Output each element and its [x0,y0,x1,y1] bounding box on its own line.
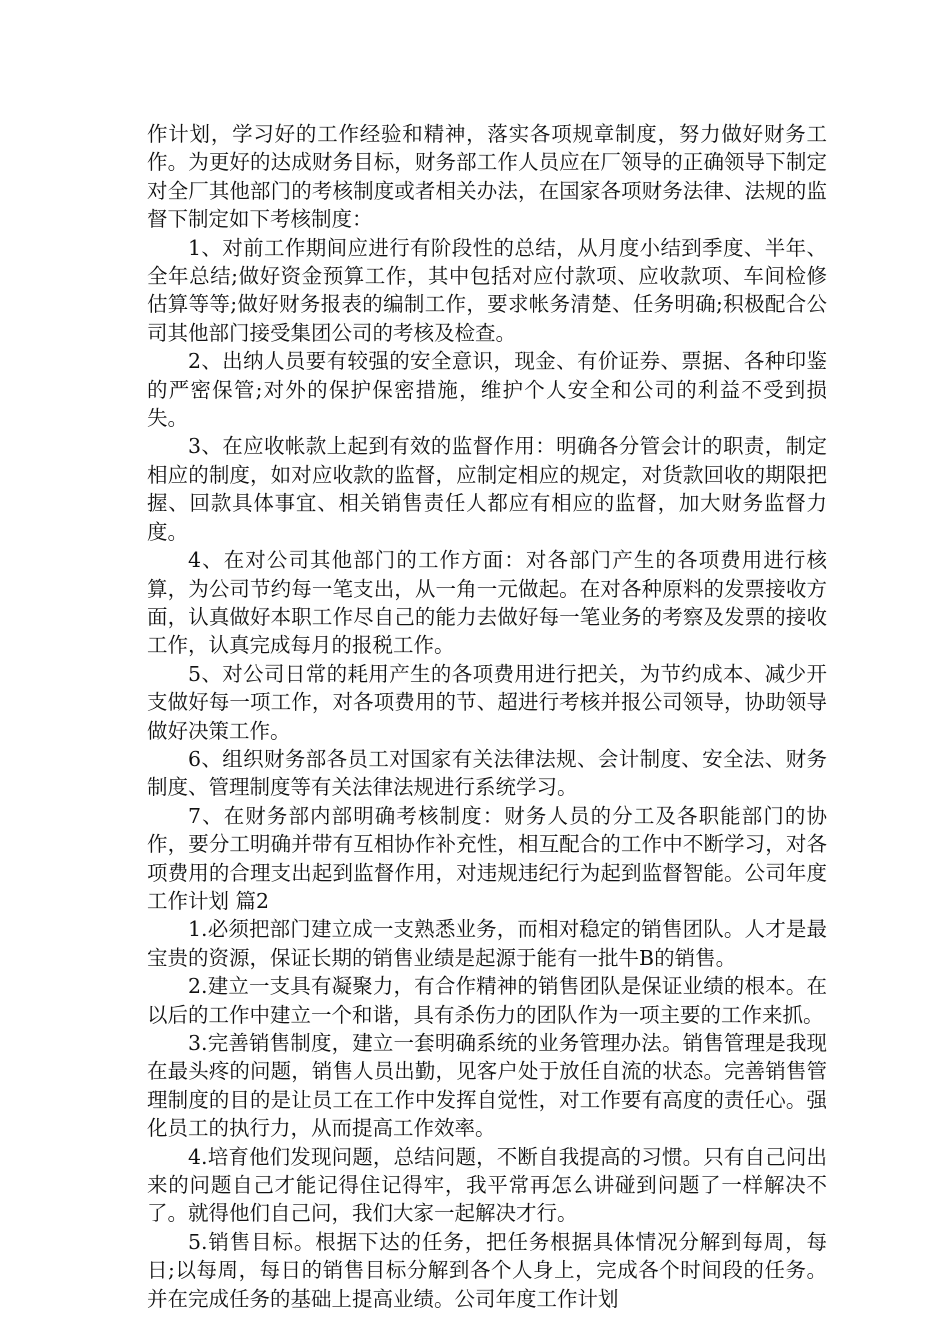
paragraph-intro: 作计划，学习好的工作经验和精神，落实各项规章制度，努力做好财务工作。为更好的达成财务目标，财务部工作人员应在厂领导的正确领导下制定对全厂其他部门的考核制度或者相关办法，在国家各项财务法律、法规的监督下制定如下考核制度： [147,122,827,232]
paragraph-item-2: 2、出纳人员要有较强的安全意识，现金、有价证券、票据、各种印鉴的严密保管;对外的保护保密措施，维护个人安全和公司的利益不受到损失。 [147,349,827,431]
paragraph-item-1: 1、对前工作期间应进行有阶段性的总结，从月度小结到季度、半年、全年总结;做好资金预算工作，其中包括对应付款项、应收款项、车间检修估算等等;做好财务报表的编制工作，要求帐务清楚、任务明确;积极配合公司其他部门接受集团公司的考核及检查。 [147,235,827,345]
paragraph-sales-2: 2.建立一支具有凝聚力，有合作精神的销售团队是保证业绩的根本。在以后的工作中建立一个和谐，具有杀伤力的团队作为一项主要的工作来抓。 [147,974,827,1027]
paragraph-item-4: 4、在对公司其他部门的工作方面：对各部门产生的各项费用进行核算，为公司节约每一笔支出，从一角一元做起。在对各种原料的发票接收方面，认真做好本职工作尽自己的能力去做好每一笔业务的考察及发票的接收工作，认真完成每月的报税工作。 [147,548,827,658]
paragraph-item-6: 6、组织财务部各员工对国家有关法律法规、会计制度、安全法、财务制度、管理制度等有关法律法规进行系统学习。 [147,746,827,800]
paragraph-sales-3: 3.完善销售制度，建立一套明确系统的业务管理办法。销售管理是我现在最头疼的问题，销售人员出勤，见客户处于放任自流的状态。完善销售管理制度的目的是让员工在工作中发挥自觉性，对工作要有高度的责任心。强化员工的执行力，从而提高工作效率。 [147,1031,827,1141]
paragraph-sales-5: 5.销售目标。根据下达的任务，把任务根据具体情况分解到每周，每日;以每周，每日的销售目标分解到各个人身上，完成各个时间段的任务。并在完成任务的基础上提高业绩。公司年度工作计划 [147,1229,827,1311]
paragraph-sales-4: 4.培育他们发现问题，总结问题，不断自我提高的习惯。只有自己问出来的问题自己才能记得住记得牢，我平常再怎么讲碰到问题了一样解决不了。就得他们自己问，我们大家一起解决才行。 [147,1144,827,1226]
paragraph-item-3: 3、在应收帐款上起到有效的监督作用：明确各分管会计的职责，制定相应的制度，如对应收款的监督，应制定相应的规定，对货款回收的期限把握、回款具体事宜、相关销售责任人都应有相应的监督，加大财务监督力度。 [147,434,827,544]
paragraph-sales-1: 1.必须把部门建立成一支熟悉业务，而相对稳定的销售团队。人才是最宝贵的资源，保证长期的销售业绩是起源于能有一批牛B的销售。 [147,917,827,970]
document-body [147,120,827,1313]
paragraph-item-7: 7、在财务部内部明确考核制度：财务人员的分工及各职能部门的协作，要分工明确并带有互相协作补充性，相互配合的工作中不断学习，对各项费用的合理支出起到监督作用，对违规违纪行为起到监督智能。公司年度工作计划 篇2 [147,803,827,913]
paragraph-item-5: 5、对公司日常的耗用产生的各项费用进行把关，为节约成本、减少开支做好每一项工作，对各项费用的节、超进行考核并报公司领导，协助领导做好决策工作。 [147,661,827,743]
